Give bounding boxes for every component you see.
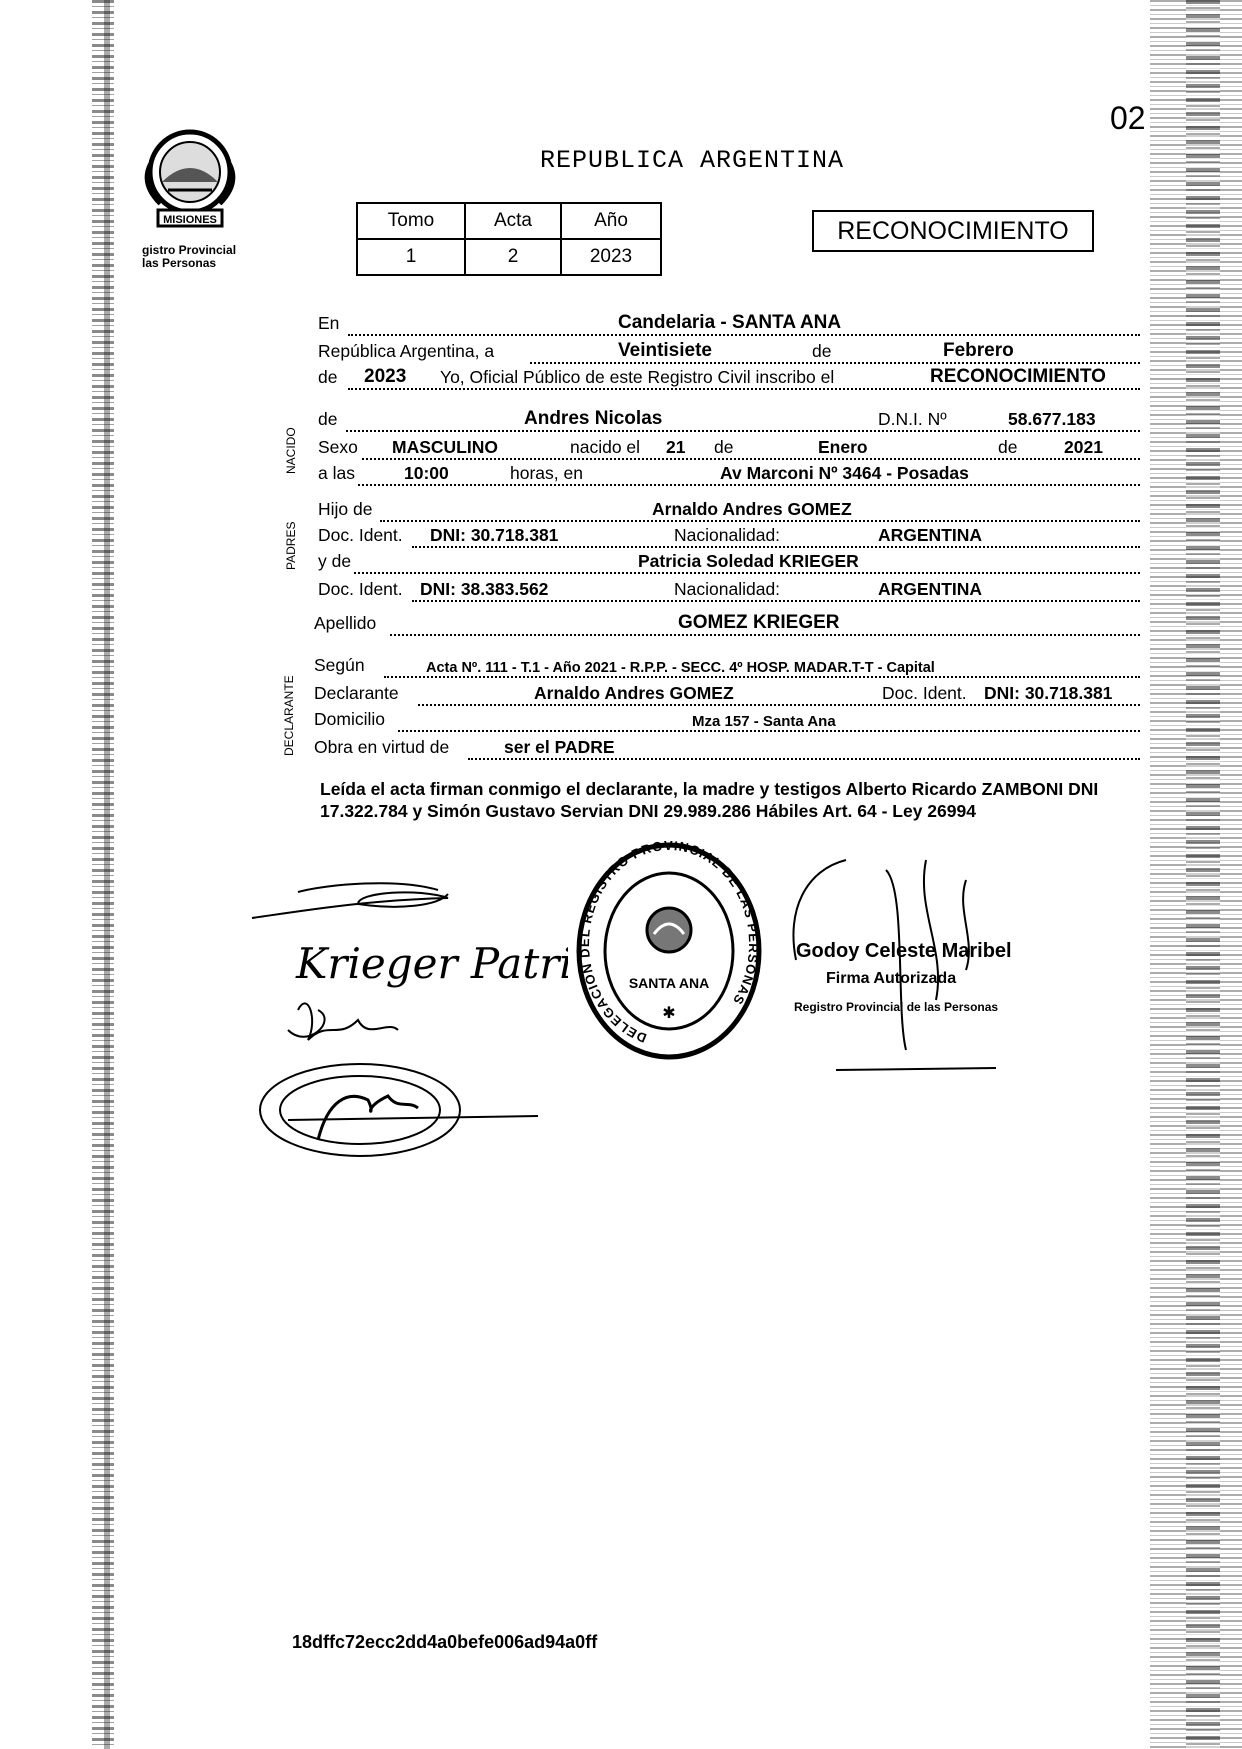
official-handwriting-icon xyxy=(786,850,1066,1080)
tomo-value: 1 xyxy=(357,239,465,275)
child-name: Andres Nicolas xyxy=(524,408,663,429)
en-label: En xyxy=(318,313,340,333)
province-logo xyxy=(140,124,240,236)
birth-time: 10:00 xyxy=(404,463,449,483)
document-hash: 18dffc72ecc2dd4a0befe006ad94a0ff xyxy=(292,1632,598,1652)
sexo-label: Sexo xyxy=(318,437,358,457)
father-nationality: ARGENTINA xyxy=(878,525,983,545)
declarante-doc-label: Doc. Ident. xyxy=(882,683,967,703)
father-doc-label: Doc. Ident. xyxy=(318,525,403,545)
page-number: 02 xyxy=(1110,100,1146,136)
horas-label: horas, en xyxy=(510,463,583,483)
padres-section-label: PADRES xyxy=(284,521,298,570)
official-title: Firma Autorizada xyxy=(826,970,957,987)
mother-doc-label: Doc. Ident. xyxy=(318,579,403,599)
scan-border-left-dark xyxy=(104,0,110,1749)
tomo-acta-ano-table xyxy=(356,202,662,276)
mother-nac-label: Nacionalidad: xyxy=(674,579,781,599)
father-nac-label: Nacionalidad: xyxy=(674,525,781,545)
dni-label: D.N.I. Nº xyxy=(878,409,947,429)
ano-header: Año xyxy=(561,203,661,239)
domicilio-value: Mza 157 - Santa Ana xyxy=(692,713,836,730)
declarante-value: Arnaldo Andres GOMEZ xyxy=(534,683,734,703)
handwritten-signatures-icon xyxy=(248,870,568,1190)
svg-text:Krieger Patricia: Krieger Patr xyxy=(296,939,560,988)
row-apellido xyxy=(314,610,1140,636)
inscribe-value: RECONOCIMIENTO xyxy=(930,366,1106,387)
official-signature xyxy=(786,850,1066,1080)
svg-text:DELEGACION DEL REGISTRO PROVIN: DELEGACION DEL REGISTRO PROVINCIAL DE LAS PERSONAS xyxy=(576,838,762,1046)
tomo-header: Tomo xyxy=(357,203,465,239)
registry-caption-line2: las Personas xyxy=(142,256,217,270)
de2-label: de xyxy=(318,367,338,387)
row-hijo-de xyxy=(318,496,1140,522)
acta-header: Acta xyxy=(465,203,561,239)
sexo-value: MASCULINO xyxy=(392,437,498,457)
row-hora xyxy=(318,460,1140,486)
scan-border-left xyxy=(92,0,114,1749)
month-value: Febrero xyxy=(943,340,1014,361)
row-father-doc xyxy=(318,522,1140,548)
de-label: de xyxy=(812,341,832,361)
a-las-label: a las xyxy=(318,463,355,483)
row-sexo xyxy=(318,434,1140,460)
nacido-section-label: NACIDO xyxy=(284,427,298,474)
ano-value: 2023 xyxy=(561,239,661,275)
svg-text:✱: ✱ xyxy=(662,1005,676,1022)
nacido-de-label: de xyxy=(318,409,338,429)
registry-caption-line1: gistro Provincial xyxy=(142,243,237,257)
birth-month: Enero xyxy=(818,437,868,457)
official-org: Registro Provincial de las Personas xyxy=(794,1000,999,1014)
declarante-section-label: DECLARANTE xyxy=(282,675,296,756)
mother-doc: DNI: 38.383.562 xyxy=(420,579,549,599)
segun-value: Acta Nº. 111 - T.1 - Año 2021 - R.P.P. - SECC. 4º HOSP. MADAR.T-T - Capital xyxy=(426,660,935,676)
father-doc: DNI: 30.718.381 xyxy=(430,525,559,545)
row-domicilio xyxy=(314,706,1140,732)
scan-border-right-dark xyxy=(1186,0,1220,1749)
row-en xyxy=(318,310,1140,336)
official-name: Godoy Celeste Maribel xyxy=(796,940,1012,962)
misiones-shield-icon xyxy=(140,124,240,236)
birth-year: 2021 xyxy=(1064,437,1103,457)
obra-label: Obra en virtud de xyxy=(314,737,450,757)
oficial-text: Yo, Oficial Público de este Registro Civil inscribo el xyxy=(440,367,835,387)
signatures-left xyxy=(248,870,568,1190)
child-dni: 58.677.183 xyxy=(1008,409,1096,429)
obra-value: ser el PADRE xyxy=(504,737,615,757)
document-type-badge: RECONOCIMIENTO xyxy=(812,210,1094,252)
y-de-label: y de xyxy=(318,551,352,571)
year-value: 2023 xyxy=(364,366,407,387)
row-obra xyxy=(314,734,1140,760)
mother-name: Patricia Soledad KRIEGER xyxy=(638,551,859,571)
mother-nationality: ARGENTINA xyxy=(878,579,983,599)
birth-day: 21 xyxy=(666,437,686,457)
svg-text:SANTA ANA: SANTA ANA xyxy=(628,975,710,991)
republica-label: República Argentina, a xyxy=(318,341,495,361)
birth-de-label-2: de xyxy=(998,437,1018,457)
svg-text:MISIONES: MISIONES xyxy=(163,214,217,226)
apellido-label: Apellido xyxy=(314,613,377,633)
row-declarante xyxy=(314,680,1140,706)
row-mother-doc xyxy=(318,576,1140,602)
birth-place: Av Marconi Nº 3464 - Posadas xyxy=(720,463,969,483)
country-title: REPUBLICA ARGENTINA xyxy=(540,146,845,175)
birth-de-label: de xyxy=(714,437,734,457)
declarante-label: Declarante xyxy=(314,683,399,703)
row-fecha xyxy=(318,338,1140,364)
row-nacido-name xyxy=(318,406,1140,432)
apellido-value: GOMEZ KRIEGER xyxy=(678,612,840,633)
row-inscribo xyxy=(318,364,1140,390)
registry-caption xyxy=(142,244,236,270)
hijo-de-label: Hijo de xyxy=(318,499,373,519)
domicilio-label: Domicilio xyxy=(314,709,385,729)
father-name: Arnaldo Andres GOMEZ xyxy=(652,499,852,519)
closing-paragraph: Leída el acta firman conmigo el declarante, la madre y testigos Alberto Ricardo ZAMBONI DNI 17.322.784 y Simón Gustavo Servian DNI 29.989.286 Hábiles Art. 64 - Ley 26994 xyxy=(320,779,1099,821)
en-value: Candelaria - SANTA ANA xyxy=(618,312,842,333)
nacido-el-label: nacido el xyxy=(570,437,641,457)
row-y-de xyxy=(318,548,1140,574)
registry-seal-icon xyxy=(574,838,764,1064)
acta-value: 2 xyxy=(465,239,561,275)
segun-label: Según xyxy=(314,655,365,675)
day-value: Veintisiete xyxy=(618,340,712,361)
row-segun xyxy=(314,652,1140,678)
official-seal xyxy=(574,838,764,1064)
declarante-doc: DNI: 30.718.381 xyxy=(984,683,1113,703)
